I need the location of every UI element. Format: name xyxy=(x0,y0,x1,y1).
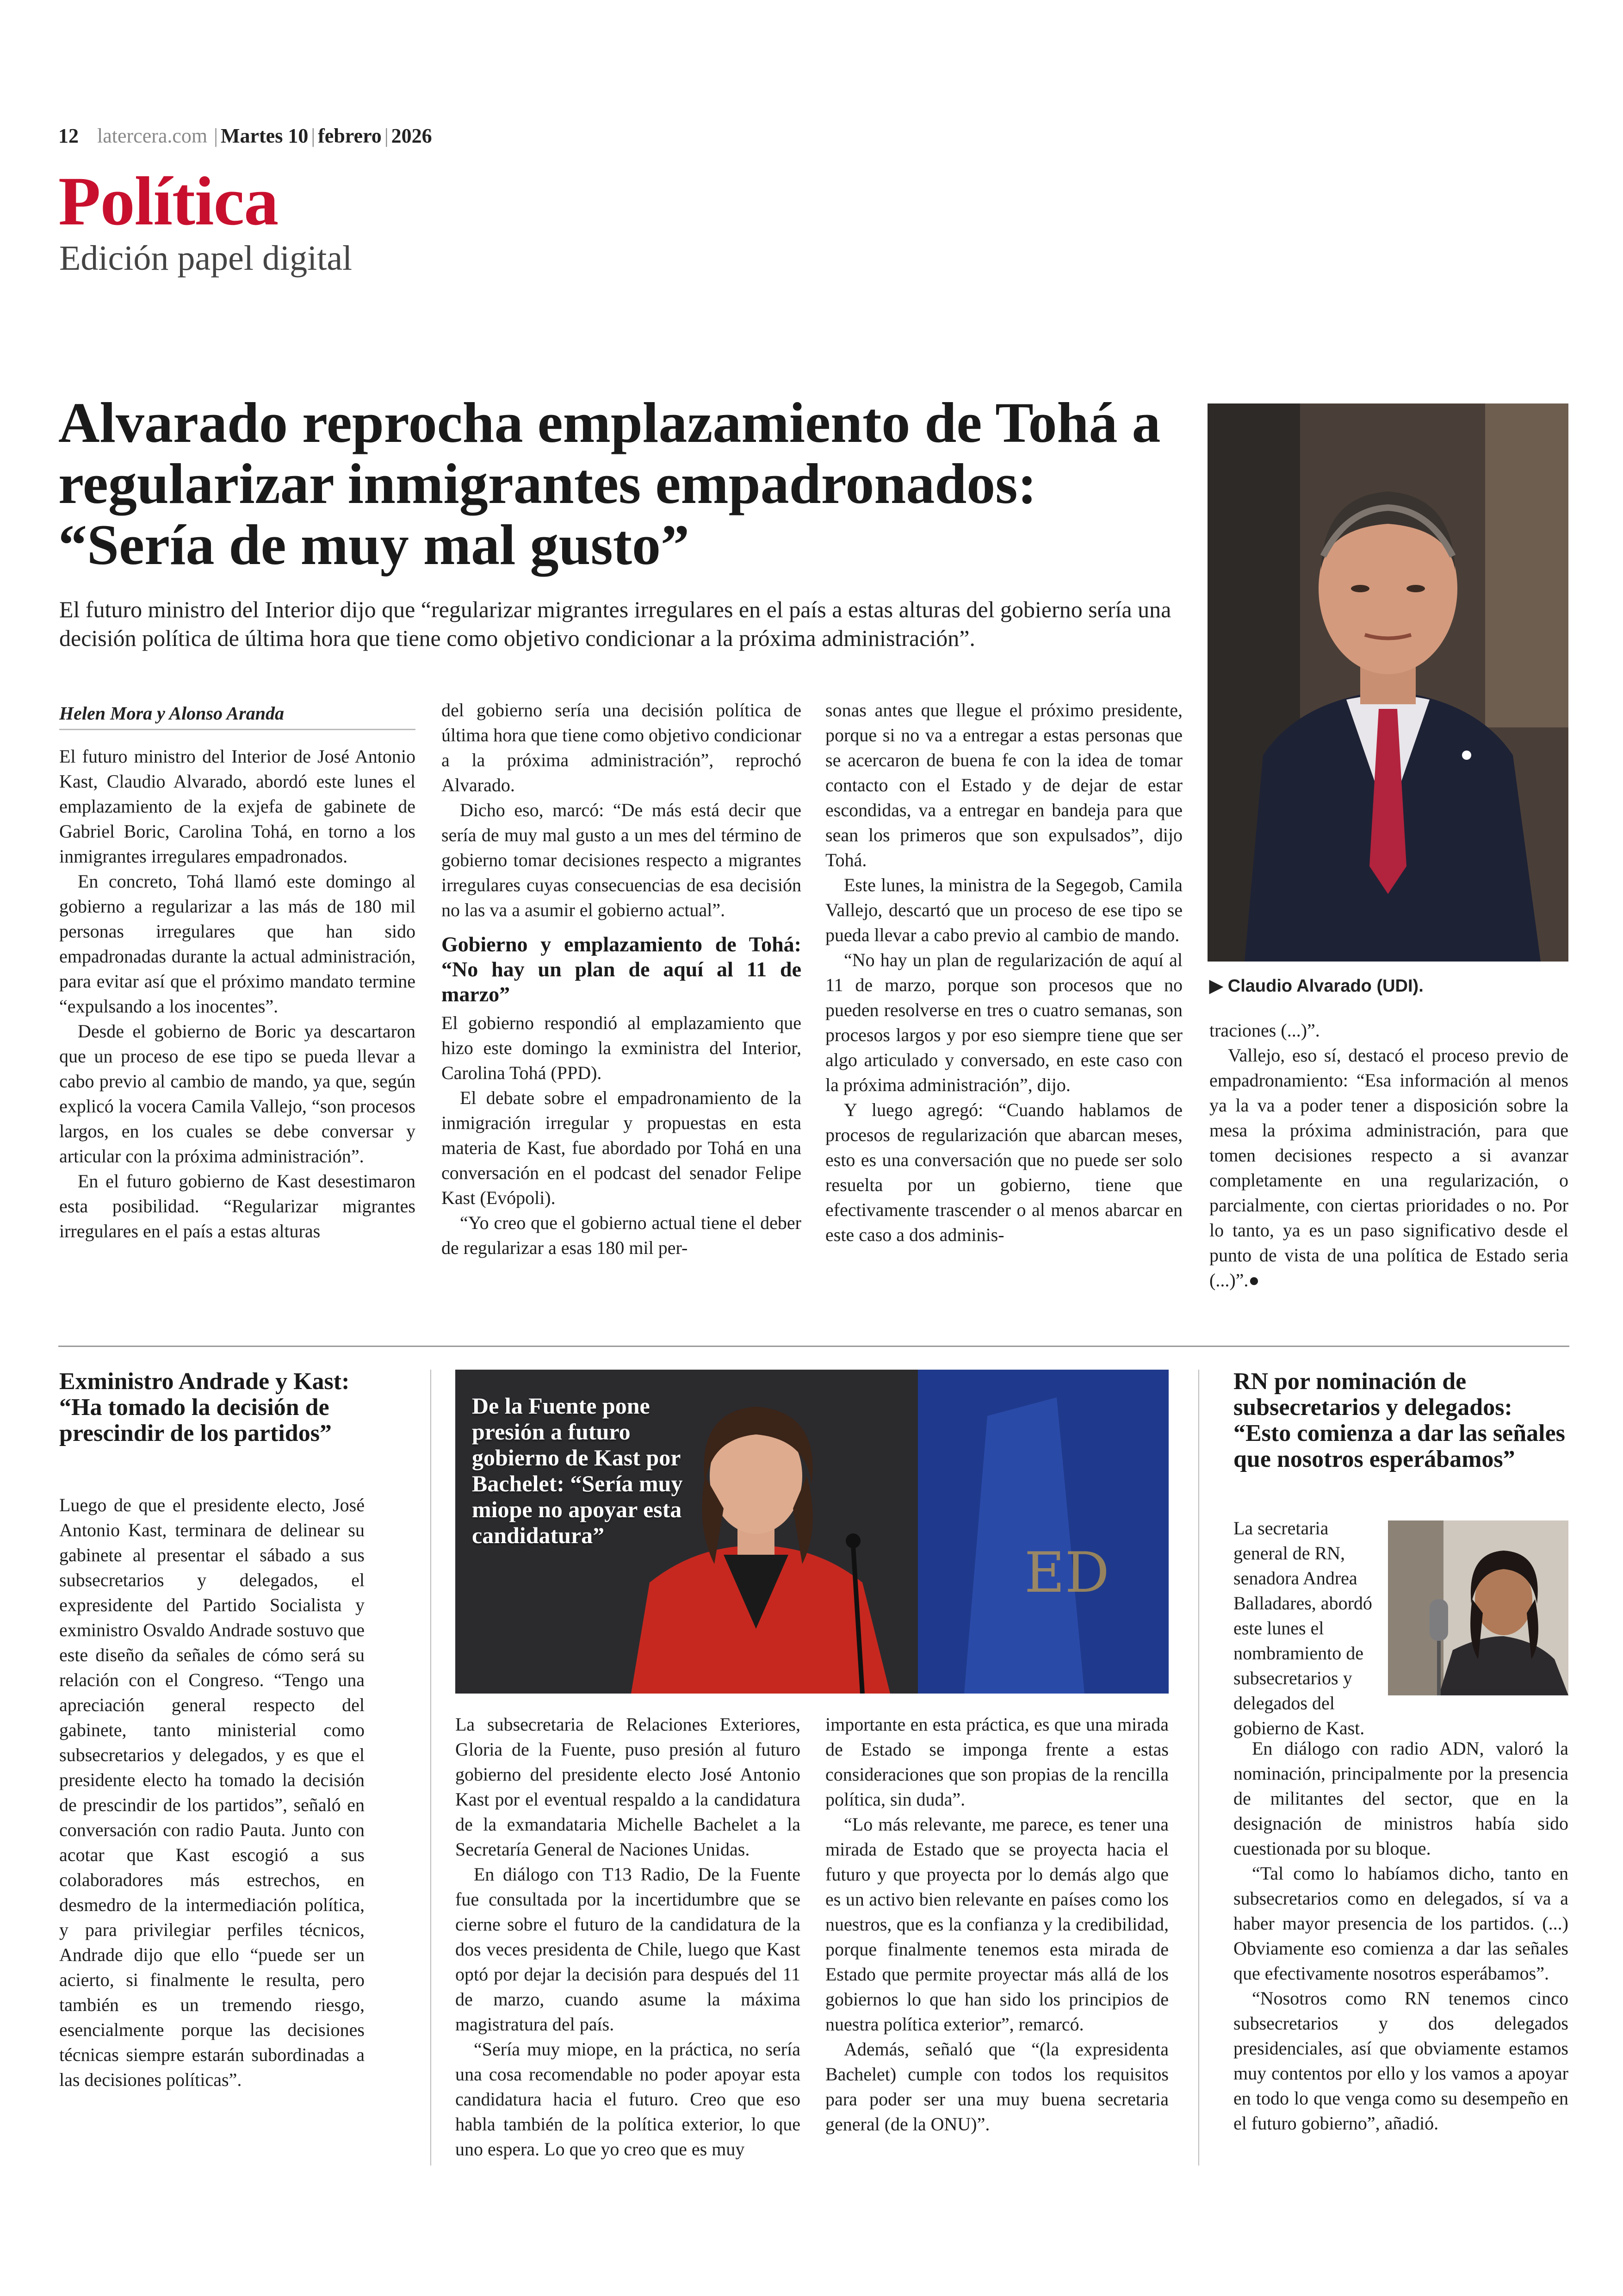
claudio-alvarado-photo xyxy=(1208,403,1568,962)
paragraph: Luego de que el presidente electo, José Antonio Kast, terminara de delinear su gabinete al presentar el sábado a sus subsecretarios y delegados, el expresidente del Partido Socialista y exministro Osvaldo Andrade sostuvo que este diseño da señales de cómo será su relación con el Congreso. “Tengo una apreciación general respecto del gabinete, tanto ministerial como subsecretarios y delegados, y es que el presidente electo ha tomado la decisión de prescindir de los partidos”, señaló en conversación con radio Pauta. Junto con acotar que Kast escogió a sus colaboradores más estrechos, en desmedro de la intermediación política, y para privilegiar perfiles técnicos, Andrade dijo que ello “puede ser un acierto, si finalmente le resulta, pero también es un tremendo riesgo, esencialmente porque las decisiones técnicas siempre estarán subordinadas a las decisiones políticas”. xyxy=(59,1495,365,2090)
paragraph: importante en esta práctica, es que una mirada de Estado se imponga frente a estas consideraciones que son propias de la rencilla política, sin duda”. xyxy=(825,1714,1169,1810)
edition-label: Edición papel digital xyxy=(59,239,353,278)
paragraph: Vallejo, eso sí, destacó el proceso previo de empadronamiento: “Esa información al menos ya la va a poder tener a disposición sobre la mesa la próxima administración, para que tomen decisiones respecto a si avanzar completamente en una regularización, o parcialmente, con ciertas prioridades o no. Por lo tanto, ya es un paso significativo desde el punto de vista de una política de Estado seria (...)”.● xyxy=(1209,1045,1568,1291)
section-title: Política xyxy=(58,163,279,240)
page-number: 12 xyxy=(58,124,79,147)
main-column-4 xyxy=(1209,1018,1568,1293)
andrea-balladares-photo xyxy=(1388,1520,1568,1695)
paragraph: La subsecretaria de Relaciones Exteriores, Gloria de la Fuente, puso presión al futuro gobierno del presidente electo José Antonio Kast por el eventual respaldo a la candidatura de la exmandataria Michelle Bachelet a la Secretaría General de Naciones Unidas. xyxy=(455,1714,800,1860)
main-headline: Alvarado reprocha emplazamiento de Tohá a regularizar inmigrantes empadronados: “Sería de muy mal gusto” xyxy=(58,391,1161,577)
date-month: febrero xyxy=(318,124,382,147)
rn-body xyxy=(1233,1736,1568,2136)
portrait-illustration xyxy=(1208,403,1568,962)
de-la-fuente-column-1 xyxy=(455,1712,800,2162)
paragraph: del gobierno sería una decisión política de última hora que tiene como objetivo condicionar a la próxima administración”, reprochó Alvarado. xyxy=(441,700,801,795)
rn-headline: RN por nominación de subsecretarios y delegados: “Esto comienza a dar las señales que nosotros esperábamos” xyxy=(1233,1368,1565,1472)
paragraph: En concreto, Tohá llamó este domingo al gobierno a regularizar a las más de 180 mil personas irregulares que han sido empadronadas durante la actual administración, para evitar así que el próximo mandato termine “expulsando a los inocentes”. xyxy=(59,871,415,1017)
paragraph: sonas antes que llegue el próximo presidente, porque si no va a entregar a estas personas que se acercaron de buena fe con la idea de tomar contacto con el Estado y de dejar de estar escondidas, va a entregar en bandeja para que sean los primeros que son expulsados”, dijo Tohá. xyxy=(825,700,1183,870)
paragraph: En diálogo con T13 Radio, De la Fuente fue consultada por la incertidumbre que se cierne sobre el futuro de la candidatura de la dos veces presidenta de Chile, luego que Kast optó por dejar la decisión para después del 11 de marzo, cuando asume la máxima magistratura del país. xyxy=(455,1864,800,2035)
portrait-illustration xyxy=(1388,1520,1568,1695)
date-day: Martes 10 xyxy=(220,124,309,147)
site-name: latercera.com xyxy=(97,124,208,147)
paragraph: En el futuro gobierno de Kast desestimaron esta posibilidad. “Regularizar migrantes irregulares en el país a estas alturas xyxy=(59,1171,415,1241)
section-divider xyxy=(58,1346,1569,1347)
paragraph: El debate sobre el empadronamiento de la inmigración irregular y propuestas en esta materia de Kast, fue abordado por Tohá en una conversación en el podcast del senador Felipe Kast (Evópoli). xyxy=(441,1087,801,1208)
paragraph: La secretaria general de RN, senadora Andrea Balladares, abordó este lunes el nombramiento de subsecretarios y delegados del gobierno de Kast. xyxy=(1233,1518,1372,1738)
andrade-headline: Exministro Andrade y Kast: “Ha tomado la decisión de prescindir de los partidos” xyxy=(59,1368,350,1446)
paragraph: Además, señaló que “(la expresidenta Bachelet) cumple con todos los requisitos para poder ser una muy buena secretaria general (de la ONU)”. xyxy=(825,2039,1169,2135)
photo-caption xyxy=(1209,975,1424,996)
andrade-body xyxy=(59,1493,365,2092)
andrade-box xyxy=(59,1369,365,1446)
main-column-3 xyxy=(825,698,1183,1247)
subheading: Gobierno y emplazamiento de Tohá: “No hay un plan de aquí al 11 de marzo” xyxy=(441,932,801,1006)
paragraph: “Tal como lo habíamos dicho, tanto en subsecretarios como en delegados, sí va a haber mayor presencia de los partidos. (...) Obviamente eso comienza a dar las señales que efectivamente nosotros esperábamos”. xyxy=(1233,1863,1568,1984)
de-la-fuente-photo xyxy=(455,1370,1169,1694)
paragraph: traciones (...)”. xyxy=(1209,1020,1320,1041)
paragraph: Dicho eso, marcó: “De más está decir que sería de muy mal gusto a un mes del término de gobierno tomar decisiones respecto a migrantes irregulares cuyas consecuencias de esa decisión no las va a asumir el gobierno actual”. xyxy=(441,800,801,920)
main-deck: El futuro ministro del Interior dijo que “regularizar migrantes irregulares en el país a estas alturas del gobierno sería una decisión política de última hora que tiene como objetivo condicionar a la próxima administración”. xyxy=(59,596,1171,651)
paragraph: “No hay un plan de regularización de aquí al 11 de marzo, porque son procesos que no pueden resolverse en tres o cuatro semanas, son procesos largos y por eso siempre tiene que ser algo articulado y conversado, en este caso con la próxima administración”, dijo. xyxy=(825,949,1183,1095)
paragraph: El gobierno respondió al emplazamiento que hizo este domingo la exministra del Interior, Carolina Tohá (PPD). xyxy=(441,1012,801,1083)
column-divider xyxy=(1198,1370,1199,2166)
de-la-fuente-headline: De la Fuente pone presión a futuro gobierno de Kast por Bachelet: “Sería muy miope no apoyar esta candidatura” xyxy=(472,1393,683,1548)
paragraph: Este lunes, la ministra de la Segegob, Camila Vallejo, descartó que un proceso de ese tipo se pueda llevar a cabo previo al cambio de mando. xyxy=(825,875,1183,945)
de-la-fuente-column-2 xyxy=(825,1712,1169,2137)
rn-lead xyxy=(1233,1516,1377,1741)
paragraph: El futuro ministro del Interior de José Antonio Kast, Claudio Alvarado, abordó este lunes el emplazamiento de la exjefa de gabinete de Gabriel Boric, Carolina Tohá, en torno a los inmigrantes irregulares empadronados. xyxy=(59,746,415,867)
caption-arrow-icon: ▶ xyxy=(1209,976,1223,996)
main-column-2 xyxy=(441,698,801,1260)
paragraph: Y luego agregó: “Cuando hablamos de procesos de regularización que abarcan meses, esto es una conversación que no puede ser solo resuelta por un gobierno, tiene que efectivamente trascender o al menos abarcar en este caso a dos adminis- xyxy=(825,1099,1183,1245)
paragraph: “Nosotros como RN tenemos cinco subsecretarios y dos delegados presidenciales, así que obviamente estamos muy contentos por ello y los vamos a apoyar en todo lo que venga como su desempeño en el futuro gobierno”, añadió. xyxy=(1233,1988,1568,2134)
svg-text:ED: ED xyxy=(1024,1541,1109,1605)
main-column-1 xyxy=(59,744,415,1244)
paragraph: “Yo creo que el gobierno actual tiene el deber de regularizar a esas 180 mil per- xyxy=(441,1212,801,1258)
caption-text: Claudio Alvarado (UDI). xyxy=(1227,976,1424,996)
byline: Helen Mora y Alonso Aranda xyxy=(59,702,415,730)
column-divider xyxy=(430,1370,431,2166)
paragraph: “Lo más relevante, me parece, es tener una mirada de Estado que se proyecta hacia el futuro y que proyecta por lo demás algo que es un activo bien relevante en países como los nuestros, que es la confianza y la credibilidad, porque finalmente tenemos esta mirada de Estado que permite proyectar más allá de los gobiernos lo que han sido los principios de nuestra política exterior”, remarcó. xyxy=(825,1814,1169,2035)
paragraph: En diálogo con radio ADN, valoró la nominación, principalmente por la presencia de militantes del sector, que en la designación de ministros había sido cuestionada por su bloque. xyxy=(1233,1738,1568,1859)
paragraph: “Sería muy miope, en la práctica, no sería una cosa recomendable no poder apoyar esta candidatura hacia el futuro. Creo que eso habla también de la política exterior, lo que uno espera. Lo que yo creo que es muy xyxy=(455,2039,800,2159)
page-folio: 12 latercera.com | Martes 10 | febrero | 2026 xyxy=(58,124,432,147)
date-year: 2026 xyxy=(391,124,432,147)
paragraph: Desde el gobierno de Boric ya descartaron que un proceso de ese tipo se pueda llevar a cabo previo al cambio de mando, ya que, según explicó la vocera Camila Vallejo, “son procesos largos, en los cuales se debe conversar y articular con la próxima administración”. xyxy=(59,1021,415,1167)
rn-box xyxy=(1233,1369,1568,1472)
